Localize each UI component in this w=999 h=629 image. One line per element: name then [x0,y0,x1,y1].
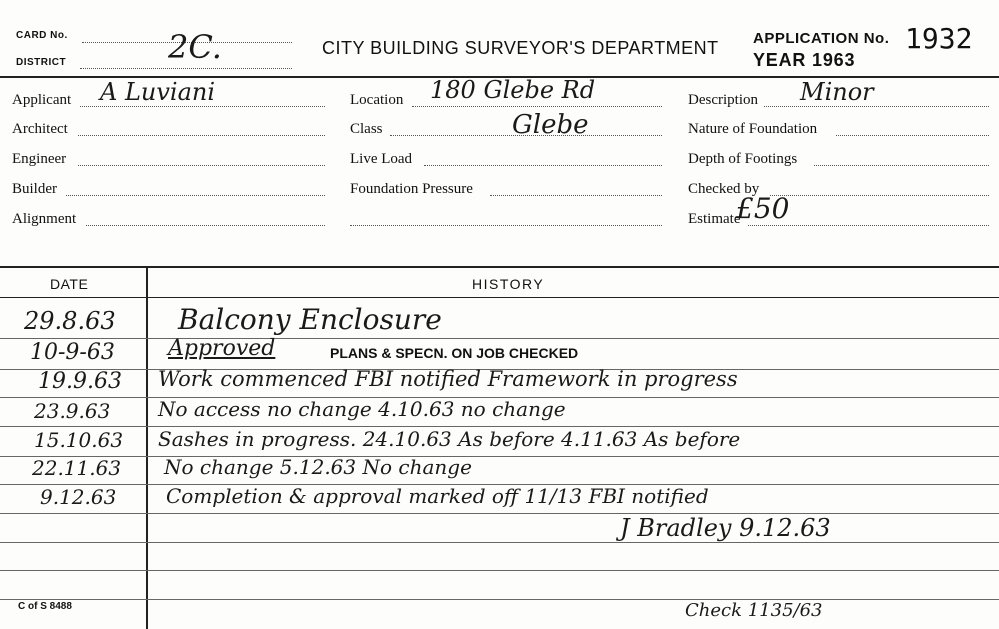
history-date: 15.10.63 [34,428,124,452]
history-date: 23.9.63 [34,399,111,423]
row-rule [0,456,999,457]
alignment-line [86,225,325,226]
history-date: 29.8.63 [24,307,116,335]
history-date: 10-9-63 [30,340,115,365]
checked-by-label: Checked by [688,181,760,197]
col2-blank-line [350,225,662,226]
date-column-divider [146,266,148,629]
district-line [80,68,292,69]
live-load-label: Live Load [350,151,413,167]
application-label: APPLICATION No. [753,30,890,47]
location-value: 180 Glebe Rd [430,76,596,104]
application-number: 1932 [905,22,973,55]
location-line [412,106,662,107]
history-entry: No change 5.12.63 No change [164,455,472,479]
engineer-label: Engineer [12,151,67,167]
row-rule [0,513,999,514]
row-rule [0,599,999,600]
row-rule [0,338,999,339]
history-entry: Approved [168,336,276,361]
history-date: 9.12.63 [40,485,117,509]
date-column-header: DATE [50,276,89,292]
year-label: YEAR 1963 [753,50,856,70]
foundation-pressure-label: Foundation Pressure [350,181,473,197]
check-note: Check 1135/63 [685,600,823,621]
history-entry: Sashes in progress. 24.10.63 As before 4.11.63 As before [158,427,741,451]
depth-of-footings-label: Depth of Footings [688,151,798,167]
history-date: 22.11.63 [32,456,122,480]
applicant-line [80,106,325,107]
engineer-line [78,165,325,166]
applicant-value: A Luviani [100,78,216,106]
foundation-pressure-line [490,195,662,196]
district-value: 2C. [168,28,222,66]
district-label: DISTRICT [16,57,67,68]
history-column-header: HISTORY [472,276,545,292]
live-load-line [424,165,662,166]
history-entry: Work commenced FBI notified Framework in progress [158,367,738,391]
history-top-rule [0,266,999,268]
checked-by-line [770,195,989,196]
estimate-line [748,225,989,226]
history-entry: Completion & approval marked off 11/13 FBI notified [166,484,709,508]
nature-of-foundation-label: Nature of Foundation [688,121,818,137]
signature: J Bradley 9.12.63 [620,514,831,542]
class-label: Class [350,121,383,137]
architect-line [78,135,325,136]
alignment-label: Alignment [12,211,77,227]
depth-of-footings-line [814,165,989,166]
applicant-label: Applicant [12,92,72,108]
form-code: C of S 8488 [18,601,72,612]
description-line [764,106,989,107]
estimate-label: Estimate [688,211,741,227]
location-label: Location [350,92,404,108]
card-no-label: CARD No. [16,30,68,41]
row-rule [0,542,999,543]
description-value: Minor [800,78,874,106]
history-entry: No access no change 4.10.63 no change [158,397,566,421]
estimate-value: £50 [736,192,790,225]
builder-line [66,195,325,196]
description-label: Description [688,92,758,108]
history-header-rule [0,297,999,298]
architect-label: Architect [12,121,68,137]
row-rule [0,570,999,571]
history-entry: Balcony Enclosure [178,303,442,336]
history-typed-note: PLANS & SPECN. ON JOB CHECKED [330,345,579,361]
class-value: Glebe [512,110,589,140]
nature-of-foundation-line [836,135,989,136]
builder-label: Builder [12,181,57,197]
department-title: CITY BUILDING SURVEYOR'S DEPARTMENT [322,38,719,58]
history-date: 19.9.63 [38,369,122,394]
